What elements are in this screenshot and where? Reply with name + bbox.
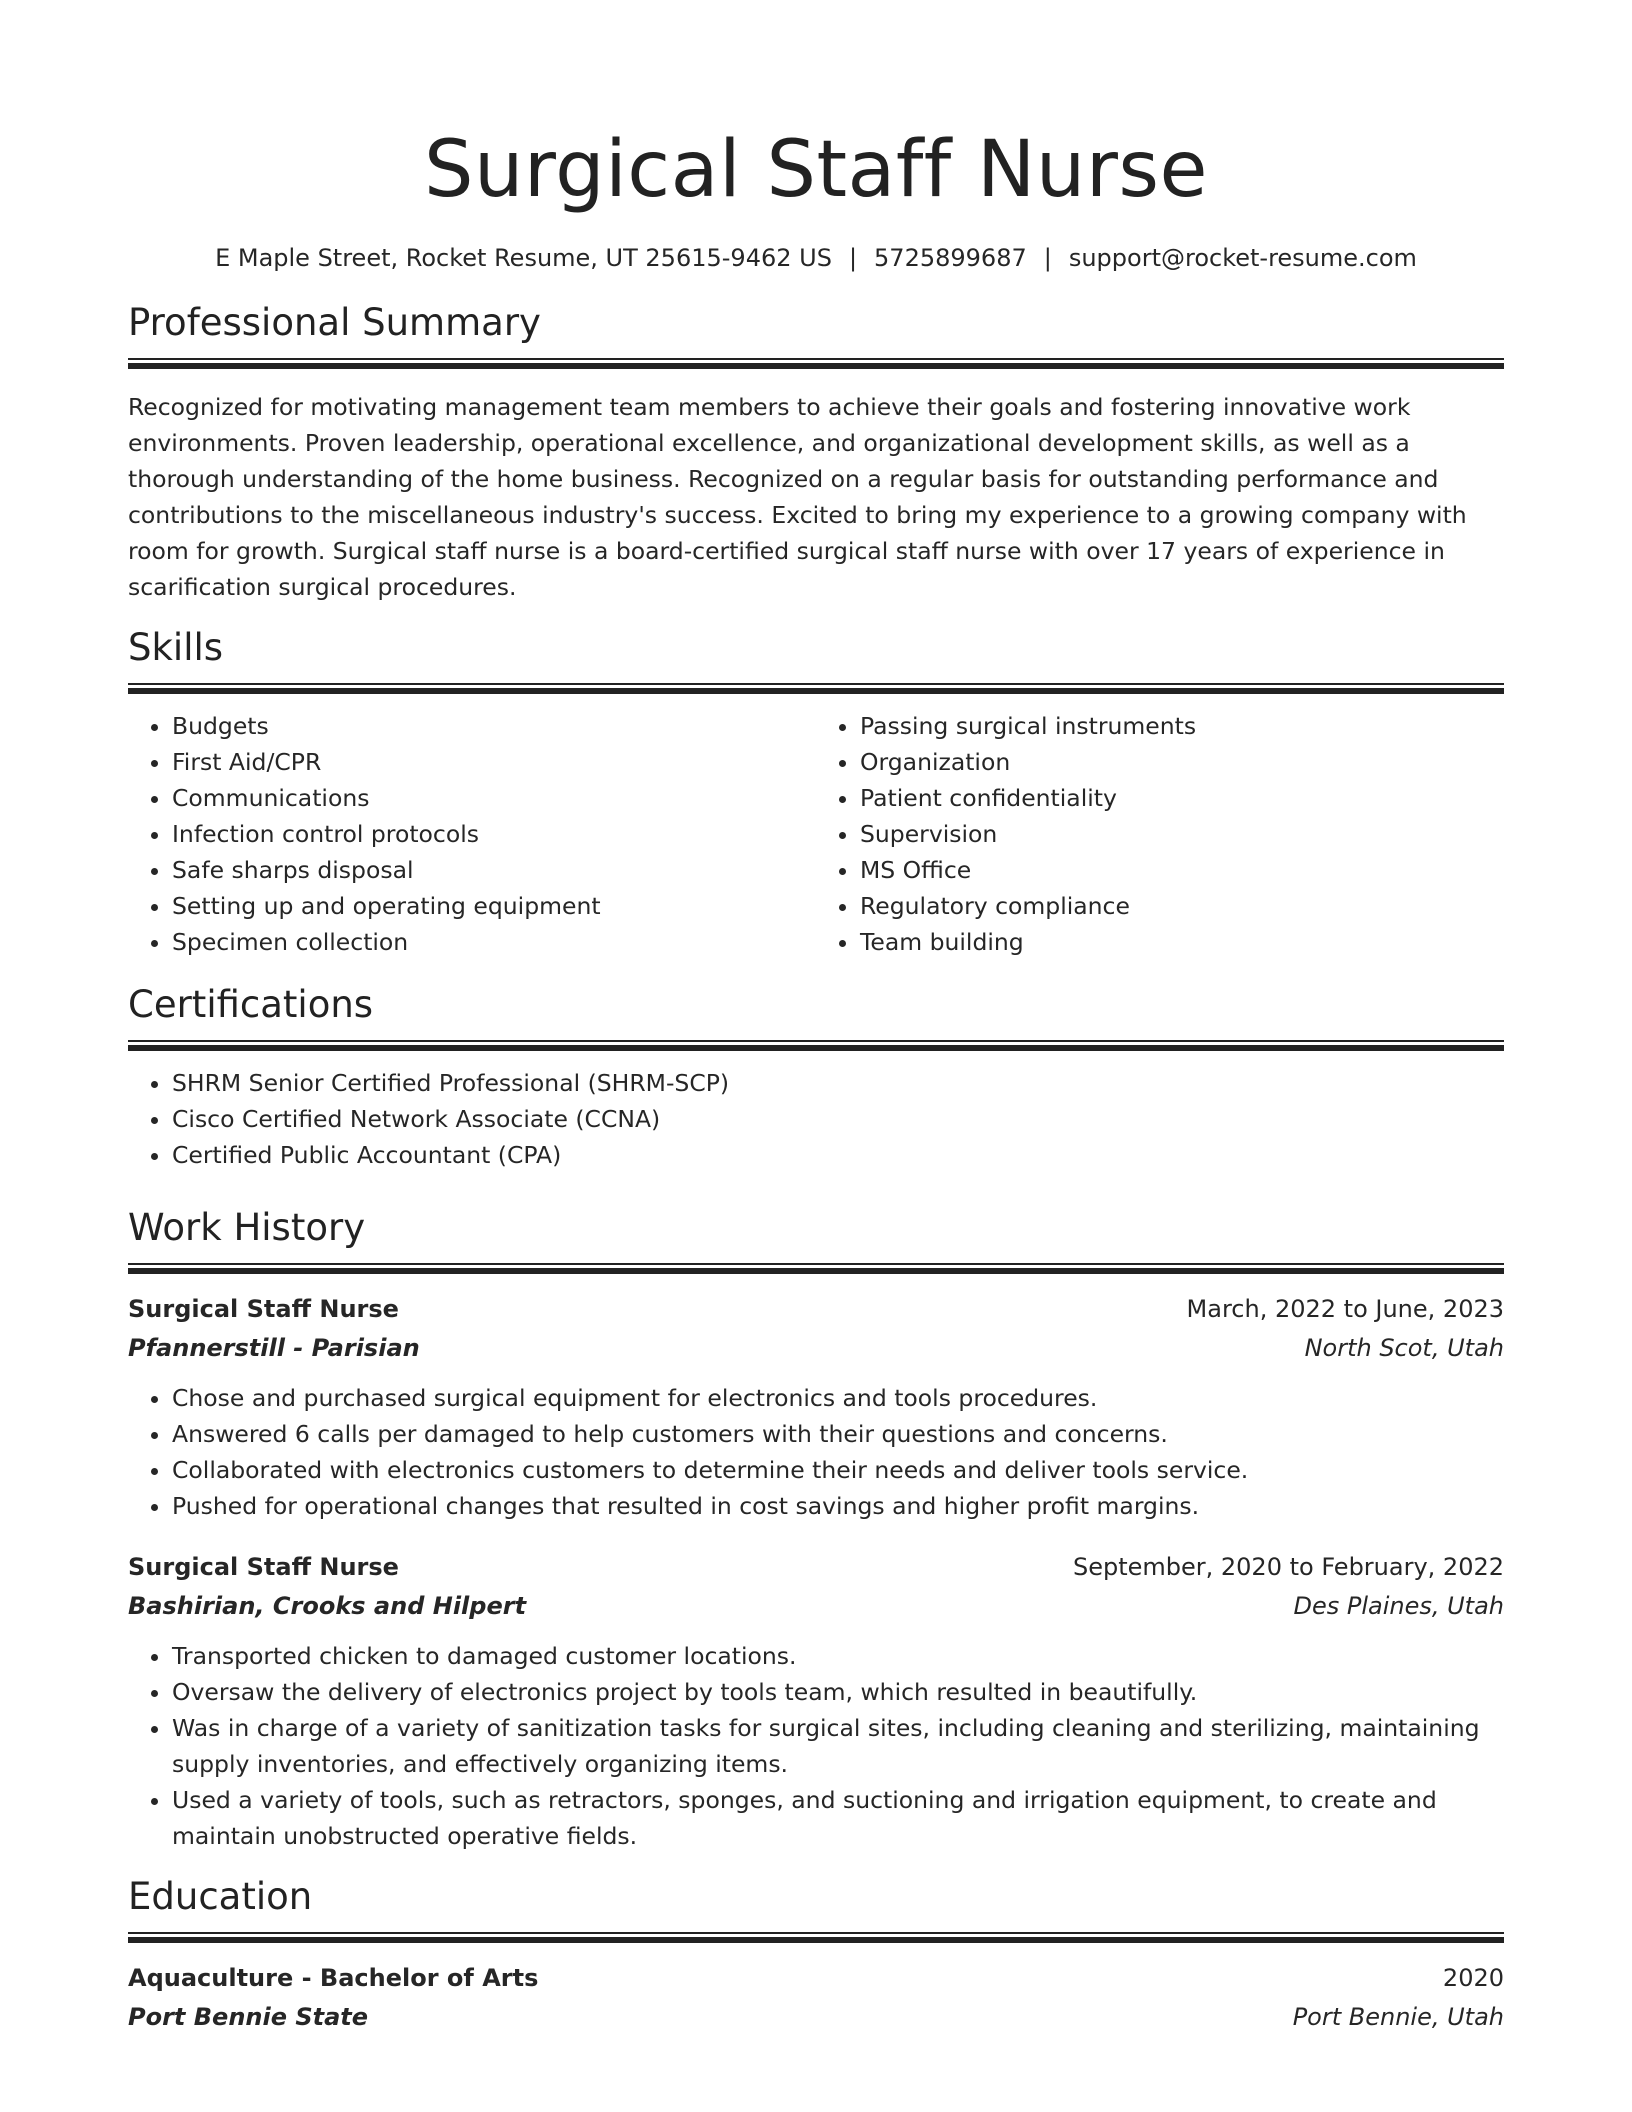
section-title: Education xyxy=(128,1875,313,1918)
list-item: • Chose and purchased surgical equipment for electronics and tools procedures. xyxy=(172,1380,1504,1416)
job-company: Pfannerstill - Parisian xyxy=(128,1334,420,1362)
summary-text: Recognized for motivating management team members to achieve their goals and fostering innovative work environments. Proven leadership, operational excellence, and organizational development skills, as well as a thorough understanding of the home business. Recognized on a regular basis for outstanding performance and contributions to the miscellaneous industry's success. Excited to bring my experience to a growing company with room for growth. Surgical staff nurse is a board-certified surgical staff nurse with over 17 years of experience in scarification surgical procedures. xyxy=(128,393,1467,601)
list-item: • Used a variety of tools, such as retractors, sponges, and suctioning and irrigation equipment, to create and maintain unobstructed operative fields. xyxy=(172,1782,1504,1854)
list-item: • Regulatory compliance xyxy=(860,888,1504,924)
list-item: • Passing surgical instruments xyxy=(860,708,1504,744)
education-degree: Aquaculture - Bachelor of Arts xyxy=(128,1964,539,1992)
job-title: Surgical Staff Nurse xyxy=(128,1295,399,1323)
work-history-section xyxy=(128,1205,1504,1854)
job-dates: March, 2022 to June, 2023 xyxy=(1186,1295,1504,1323)
summary-section xyxy=(128,300,1504,605)
list-item: • First Aid/CPR xyxy=(172,744,816,780)
job-location: North Scot, Utah xyxy=(1304,1334,1504,1362)
list-item: • Answered 6 calls per damaged to help customers with their questions and concerns. xyxy=(172,1416,1504,1452)
section-title: Work History xyxy=(128,1206,366,1249)
section-title: Professional Summary xyxy=(128,301,541,344)
job-title: Surgical Staff Nurse xyxy=(128,1553,399,1581)
list-item: • Safe sharps disposal xyxy=(172,852,816,888)
list-item: • Oversaw the delivery of electronics project by tools team, which resulted in beautifully. xyxy=(172,1674,1504,1710)
contact-separator: | xyxy=(848,244,858,272)
list-item: • MS Office xyxy=(860,852,1504,888)
contact-phone: 5725899687 xyxy=(874,244,1027,272)
job-company: Bashirian, Crooks and Hilpert xyxy=(128,1592,527,1620)
skills-columns xyxy=(128,708,1504,960)
contact-email: support@rocket-resume.com xyxy=(1068,244,1417,272)
list-item: • Communications xyxy=(172,780,816,816)
list-item: • Organization xyxy=(860,744,1504,780)
section-divider xyxy=(128,1932,1504,1943)
list-item: • Patient confidentiality xyxy=(860,780,1504,816)
list-item: • Was in charge of a variety of sanitization tasks for surgical sites, including cleaning and sterilizing, maintaining supply inventories, and effectively organizing items. xyxy=(172,1710,1504,1782)
skills-right-column xyxy=(816,708,1504,960)
list-item: • Cisco Certified Network Associate (CCNA) xyxy=(172,1101,1504,1137)
education-school: Port Bennie State xyxy=(128,2003,369,2031)
contact-address: E Maple Street, Rocket Resume, UT 25615-9462 US xyxy=(215,244,832,272)
job-location: Des Plaines, Utah xyxy=(1293,1592,1504,1620)
list-item: • Pushed for operational changes that resulted in cost savings and higher profit margins. xyxy=(172,1488,1504,1524)
list-item: • Supervision xyxy=(860,816,1504,852)
list-item: • Specimen collection xyxy=(172,924,816,960)
section-divider xyxy=(128,1263,1504,1274)
list-item: • Team building xyxy=(860,924,1504,960)
job-entry xyxy=(128,1548,1504,1854)
skills-left-column xyxy=(128,708,816,960)
education-year: 2020 xyxy=(1442,1964,1504,1992)
list-item: • Budgets xyxy=(172,708,816,744)
section-title: Skills xyxy=(128,626,224,669)
list-item: • Setting up and operating equipment xyxy=(172,888,816,924)
education-section xyxy=(128,1874,1504,2037)
list-item: • Certified Public Accountant (CPA) xyxy=(172,1137,1504,1173)
skills-section xyxy=(128,625,1504,960)
job-dates: September, 2020 to February, 2022 xyxy=(1072,1553,1504,1581)
contact-line xyxy=(128,242,1504,274)
section-divider xyxy=(128,358,1504,369)
section-divider xyxy=(128,1040,1504,1051)
list-item: • SHRM Senior Certified Professional (SHRM-SCP) xyxy=(172,1065,1504,1101)
list-item: • Collaborated with electronics customers to determine their needs and deliver tools service. xyxy=(172,1452,1504,1488)
resume-name: Surgical Staff Nurse xyxy=(423,125,1209,215)
education-location: Port Bennie, Utah xyxy=(1292,2003,1504,2031)
list-item: • Transported chicken to damaged customer locations. xyxy=(172,1638,1504,1674)
section-divider xyxy=(128,683,1504,694)
section-title: Certifications xyxy=(128,983,374,1026)
contact-separator: | xyxy=(1043,244,1052,272)
education-entry xyxy=(128,1959,1504,2037)
list-item: • Infection control protocols xyxy=(172,816,816,852)
job-entry xyxy=(128,1290,1504,1524)
certifications-section xyxy=(128,982,1504,1173)
